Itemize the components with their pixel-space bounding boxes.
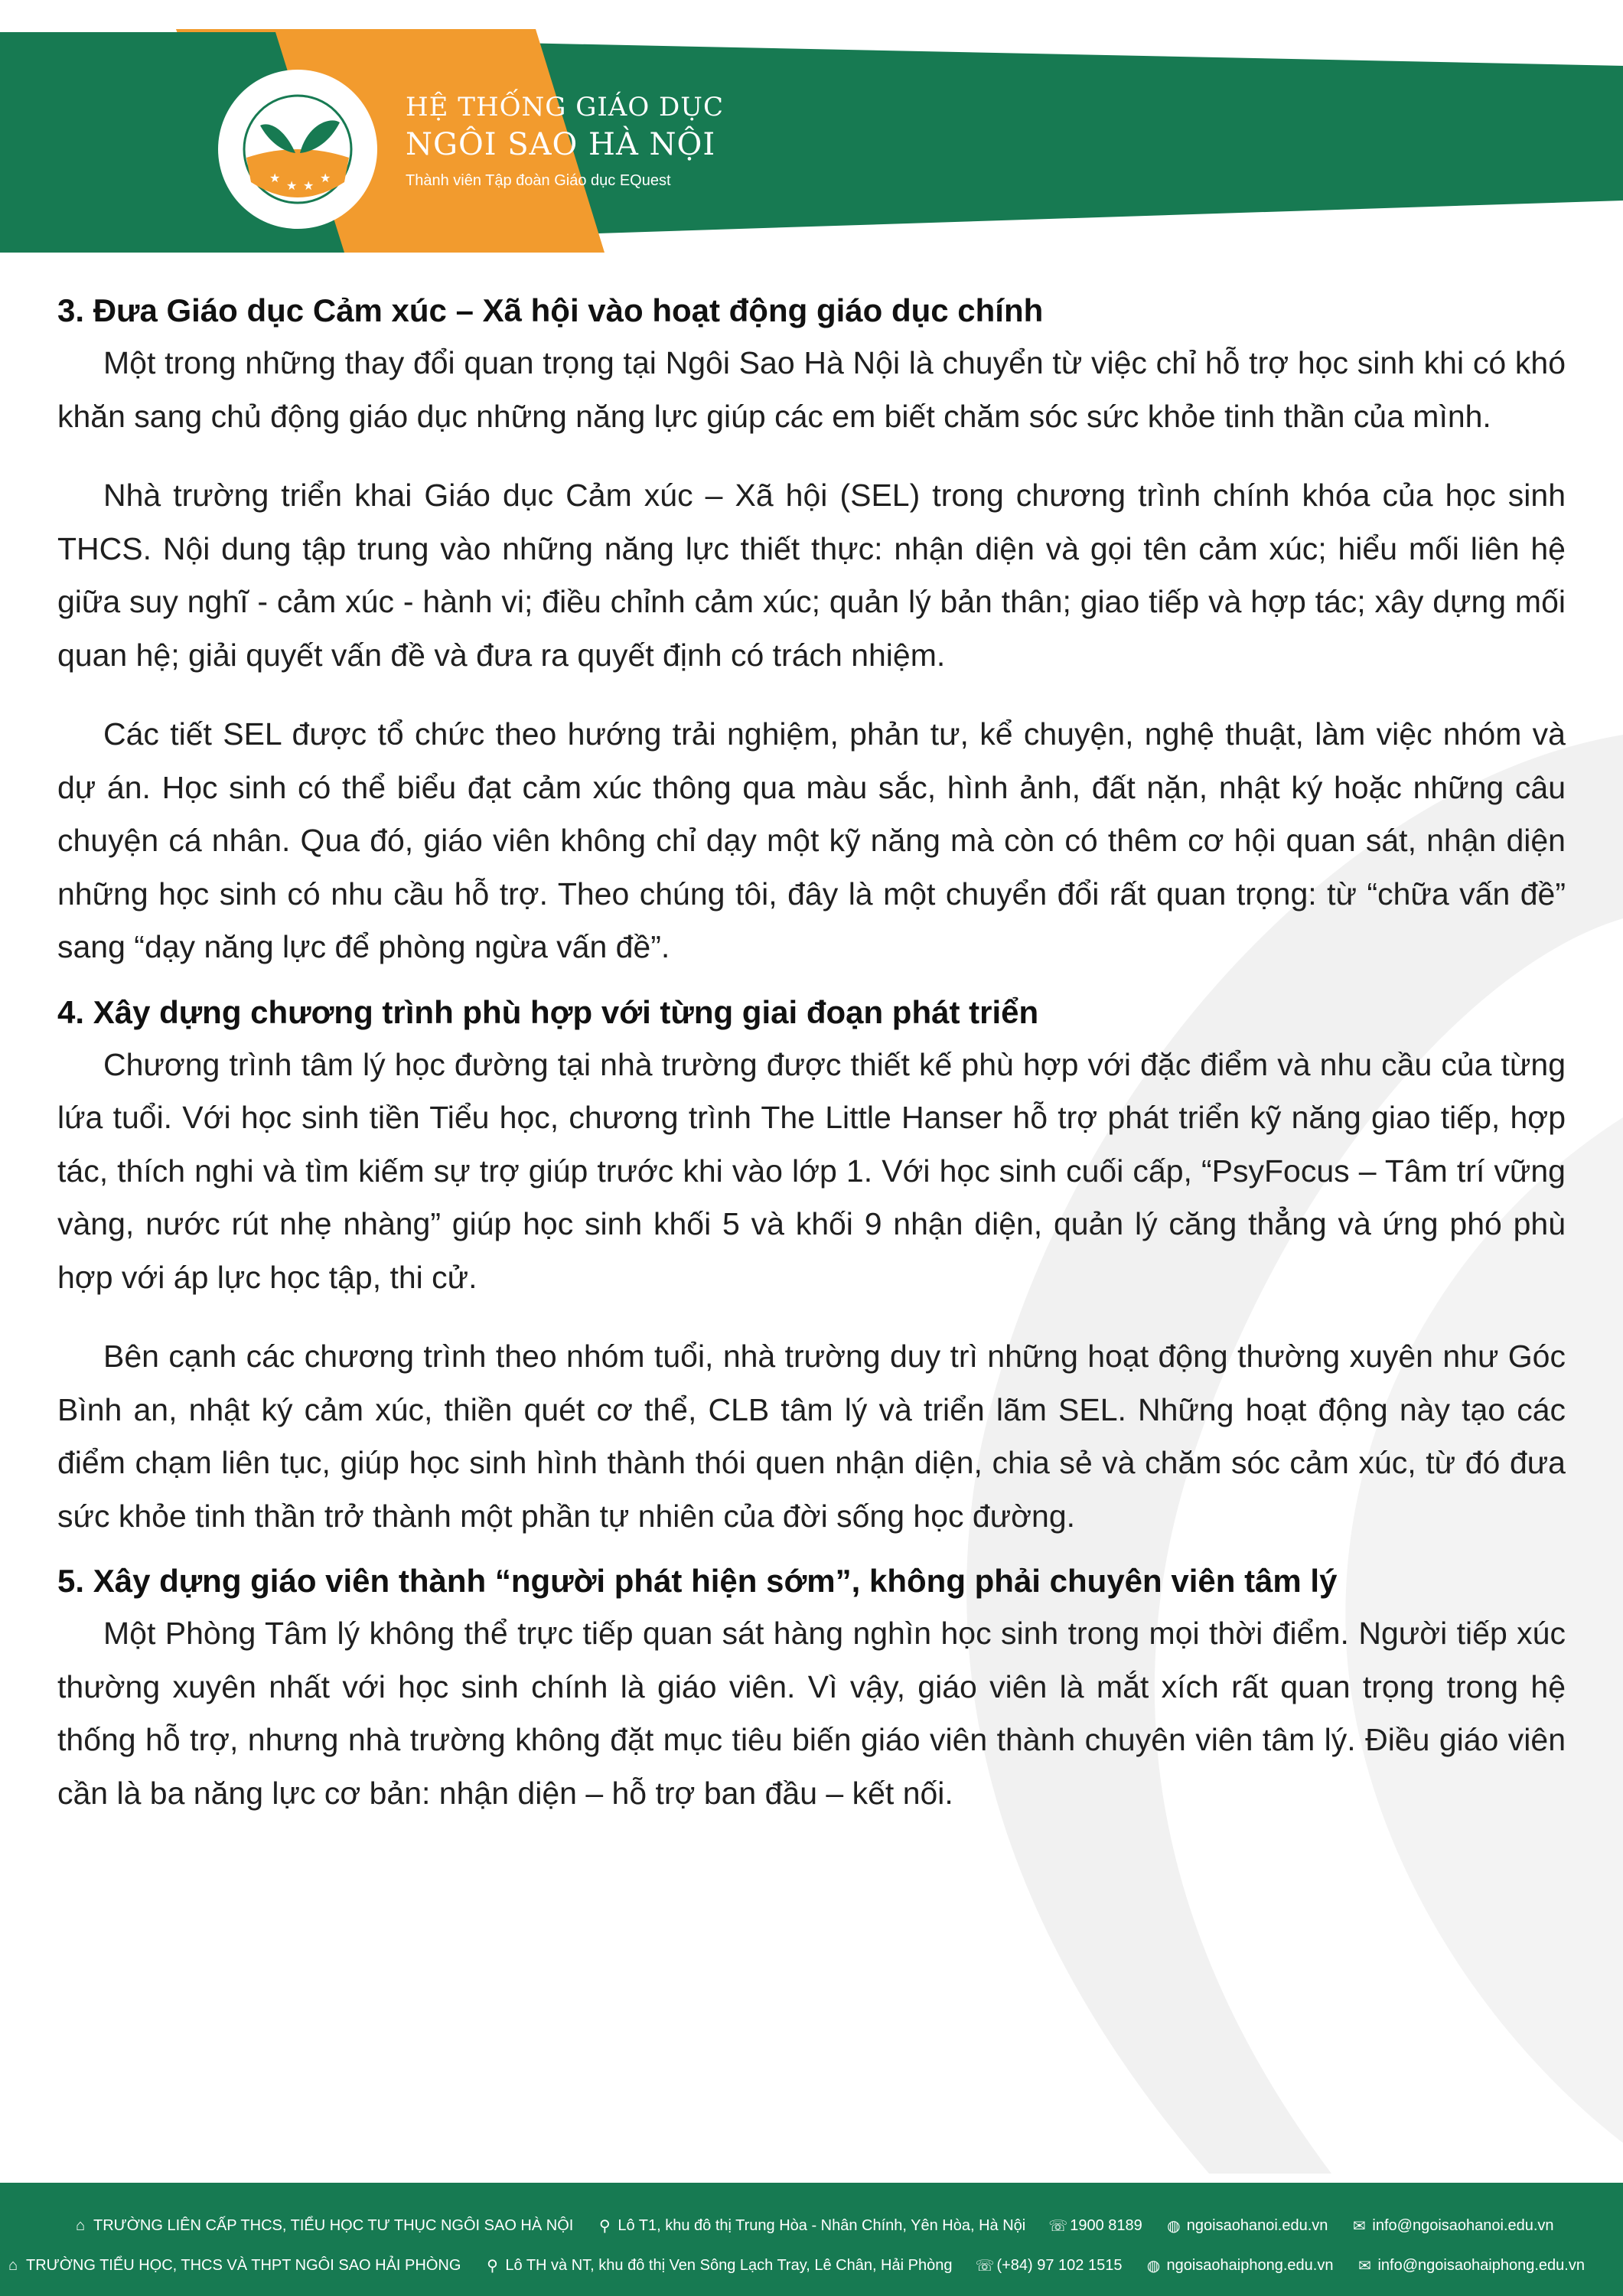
globe-icon: ◍ [1167,2218,1181,2235]
page-header [0,0,1623,253]
brand-block [406,90,724,196]
footer-school-name: TRƯỜNG TIỂU HỌC, THCS VÀ THPT NGÔI SAO HẢI PHÒNG [26,2257,461,2274]
phone-icon: ☏ [1048,2218,1068,2235]
section-3-paragraph-1: Một trong những thay đổi quan trọng tại Ngôi Sao Hà Nội là chuyển từ việc chỉ hỗ trợ học sinh khi có khó khăn sang chủ động giáo dục những năng lực giúp các em biết chăm sóc sức khỏe tinh thần của mình. [57,345,1566,434]
svg-text:★: ★ [303,180,314,193]
section-3-paragraph-2: Nhà trường triển khai Giáo dục Cảm xúc – Xã hội (SEL) trong chương trình chính khóa của học sinh THCS. Nội dung tập trung vào những năng lực thiết thực: nhận diện và gọi tên cảm xúc; hiểu mối liên hệ giữa suy nghĩ - cảm xúc - hành vi; điều chỉnh cảm xúc; quản lý bản thân; giao tiếp và hợp tác; xây dựng mối quan hệ; giải quyết vấn đề và đưa ra quyết định có trách nhiệm. [57,478,1566,673]
page-footer [0,2183,1623,2296]
brand-school-name: NGÔI SAO HÀ NỘI [406,127,716,162]
section-4-paragraph-2: Bên cạnh các chương trình theo nhóm tuổi, nhà trường duy trì những hoạt động thường xuyên như Góc Bình an, nhật ký cảm xúc, thiền quét cơ thể, CLB tâm lý và triển lãm SEL. Những hoạt động này tạo các điểm chạm liên tục, giúp học sinh hình thành thói quen nhận diện, chia sẻ và chăm sóc cảm xúc, từ đó đưa sức khỏe tinh thần trở thành một phần tự nhiên của đời sống học đường. [57,1339,1566,1534]
footer-school [5,2257,461,2275]
footer-phone[interactable] [975,2256,1122,2275]
home-icon: ⌂ [75,2217,86,2234]
footer-phone[interactable] [1048,2216,1142,2236]
footer-phone-text[interactable]: 1900 8189 [1070,2217,1142,2234]
section-4-paragraph-1: Chương trình tâm lý học đường tại nhà trường được thiết kế phù hợp với đặc điểm và nhu cầu của từng lứa tuổi. Với học sinh tiền Tiểu học, chương trình The Little Hanser hỗ trợ phát triển kỹ năng giao tiếp, hợp tác, thích nghi và tìm kiếm sự trợ giúp trước khi vào lớp 1. Với học sinh cuối cấp, “PsyFocus – Tâm trí vững vàng, nước rút nhẹ nhàng” giúp học sinh khối 5 và khối 9 nhận diện, quản lý căng thẳng và ứng phó phù hợp với áp lực học tập, thi cử. [57,1046,1566,1295]
school-logo [216,67,380,231]
mail-icon: ✉ [1353,2218,1366,2235]
mail-icon: ✉ [1358,2258,1371,2275]
brand-tagline: Thành viên Tập đoàn Giáo dục EQuest [406,172,671,189]
brand-system-name: HỆ THỐNG GIÁO DỤC [406,92,724,122]
section-3-paragraph-3: Các tiết SEL được tổ chức theo hướng trải nghiệm, phản tư, kể chuyện, nghệ thuật, làm việc nhóm và dự án. Học sinh có thể biểu đạt cảm xúc thông qua màu sắc, hình ảnh, đất nặn, nhật ký hoặc những câu chuyện cá nhân. Qua đó, giáo viên không chỉ dạy một kỹ năng mà còn có thêm cơ hội quan sát, nhận diện những học sinh có nhu cầu hỗ trợ. Theo chúng tôi, đây là một chuyển đổi rất quan trọng: từ “chữa vấn đề” sang “dạy năng lực để phòng ngừa vấn đề”. [57,716,1566,964]
footer-phone-text[interactable]: (+84) 97 102 1515 [996,2257,1123,2274]
svg-text:★: ★ [286,180,298,193]
section-5-heading: 5. Xây dựng giáo viên thành “người phát hiện sớm”, không phải chuyên viên tâm lý [57,1563,1338,1599]
footer-row-haiphong [5,2256,1608,2275]
home-icon: ⌂ [8,2257,18,2274]
footer-email[interactable] [1351,2216,1553,2236]
footer-school [72,2217,573,2235]
footer-email-link[interactable]: info@ngoisaohaiphong.edu.vn [1377,2257,1585,2274]
section-4-heading: 4. Xây dựng chương trình phù hợp với từng giai đoạn phát triển [57,993,1039,1030]
svg-text:★: ★ [320,172,331,185]
phone-icon: ☏ [975,2258,995,2275]
footer-email-link[interactable]: info@ngoisaohanoi.edu.vn [1372,2217,1554,2234]
footer-website-link[interactable]: ngoisaohanoi.edu.vn [1186,2217,1328,2234]
footer-address [484,2256,952,2275]
footer-school-name: TRƯỜNG LIÊN CẤP THCS, TIỂU HỌC TƯ THỤC NGÔI SAO HÀ NỘI [93,2217,574,2234]
footer-website-link[interactable]: ngoisaohaiphong.edu.vn [1166,2257,1334,2274]
svg-text:★: ★ [269,172,281,185]
footer-row-hanoi [72,2216,1577,2236]
footer-address-text: Lô TH và NT, khu đô thị Ven Sông Lạch Tray, Lê Chân, Hải Phòng [505,2257,953,2274]
location-pin-icon: ⚲ [487,2258,498,2275]
section-5-paragraph-1: Một Phòng Tâm lý không thể trực tiếp quan sát hàng nghìn học sinh trong mọi thời điểm. Người tiếp xúc thường xuyên nhất với học sinh chính là giáo viên. Vì vậy, giáo viên là mắt xích rất quan trọng trong hệ thống hỗ trợ, nhưng nhà trường không đặt mục tiêu biến giáo viên thành chuyên viên tâm lý. Điều giáo viên cần là ba năng lực cơ bản: nhận diện – hỗ trợ ban đầu – kết nối. [57,1616,1566,1811]
footer-website[interactable] [1165,2216,1328,2236]
footer-website[interactable] [1145,2256,1333,2275]
location-pin-icon: ⚲ [599,2218,611,2235]
footer-address-text: Lô T1, khu đô thị Trung Hòa - Nhân Chính, Yên Hòa, Hà Nội [618,2217,1026,2234]
footer-email[interactable] [1356,2256,1585,2275]
footer-address [596,2216,1025,2236]
globe-icon: ◍ [1146,2258,1161,2275]
section-3-heading: 3. Đưa Giáo dục Cảm xúc – Xã hội vào hoạt động giáo dục chính [57,292,1044,328]
article-content [57,285,1566,1820]
